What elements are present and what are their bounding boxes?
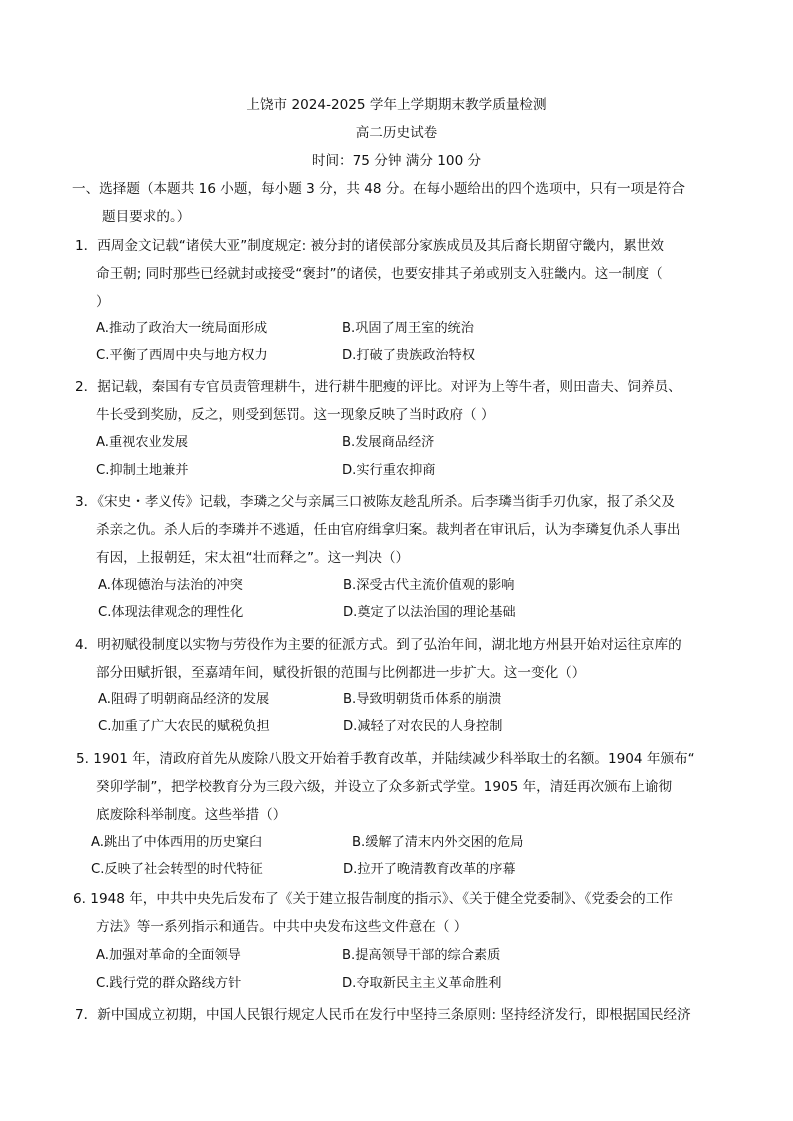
option-c[interactable]: C.反映了社会转型的时代特征 (91, 862, 263, 877)
question-text: 6. 1948 年，中共中央先后发布了《关于建立报告制度的指示》、《关于健全党委制》、《党委会的工作 (73, 891, 673, 907)
option-b[interactable]: B.导致明朝货币体系的崩溃 (343, 692, 502, 707)
question-text: 杀亲之仇。杀人后的李璘并不逃遁，任由官府缉拿归案。裁判者在审讯后，认为李璘复仇杀人事出 (96, 522, 681, 538)
option-a[interactable]: A.加强对革命的全面领导 (96, 948, 241, 963)
option-d[interactable]: D.拉开了晚清教育改革的序幕 (343, 862, 516, 877)
option-b[interactable]: B.提高领导干部的综合素质 (342, 948, 501, 963)
section-heading: 一、选择题（本题共 16 小题，每小题 3 分，共 48 分。在每小题给出的四个选项中，只有一项是符合 (72, 181, 685, 197)
question-text: 5. 1901 年，清政府首先从废除八股文开始着手教育改革，并陆续减少科举取士的名额。1904 年颁布“ (76, 751, 695, 767)
question-text: 7．新中国成立初期，中国人民银行规定人民币在发行中坚持三条原则: 坚持经济发行，即根据国民经济 (75, 1007, 691, 1023)
option-b[interactable]: B.深受古代主流价值观的影响 (343, 578, 515, 593)
option-c[interactable]: C.体现法律观念的理性化 (98, 605, 244, 620)
option-c[interactable]: C.加重了广大农民的赋税负担 (98, 719, 270, 734)
option-c[interactable]: C.平衡了西周中央与地方权力 (96, 348, 268, 363)
option-a[interactable]: A.体现德治与法治的冲突 (98, 578, 243, 593)
option-a[interactable]: A.阻碍了明朝商品经济的发展 (98, 692, 270, 707)
option-d[interactable]: D.奠定了以法治国的理论基础 (343, 605, 516, 620)
exam-time-info: 时间：75 分钟 满分 100 分 (311, 153, 482, 169)
option-d[interactable]: D.实行重农抑商 (342, 463, 436, 478)
question-text: 2．据记载，秦国有专官员责管理耕牛，进行耕牛肥瘦的评比。对评为上等牛者，则田啬夫、饲养员、 (75, 379, 682, 395)
option-d[interactable]: D.打破了贵族政治特权 (342, 348, 476, 363)
question-text: 部分田赋折银，至嘉靖年间，赋役折银的范围与比例都进一步扩大。这一变化（） (96, 665, 586, 681)
option-b[interactable]: B.发展商品经济 (342, 435, 435, 450)
option-b[interactable]: B.巩固了周王室的统治 (342, 321, 474, 336)
section-heading-cont: 题目要求的。） (102, 209, 191, 225)
question-text: ） (96, 294, 110, 310)
option-c[interactable]: C.践行党的群众路线方针 (96, 976, 242, 991)
option-b[interactable]: B.缓解了清末内外交困的危局 (352, 835, 524, 850)
exam-subtitle: 高二历史试卷 (355, 125, 438, 141)
option-a[interactable]: A.推动了政治大一统局面形成 (96, 321, 268, 336)
option-d[interactable]: D.减轻了对农民的人身控制 (343, 719, 503, 734)
question-text: 癸卯学制”，把学校教育分为三段六级，并设立了众多新式学堂。1905 年，清廷再次颁布上谕彻 (96, 779, 673, 795)
question-text: 1．西周金文记载“诸侯大亚”制度规定: 被分封的诸侯部分家族成员及其后裔长期留守畿内，累世效 (75, 238, 664, 254)
question-text: 命王朝; 同时那些已经就封或接受“褒封”的诸侯，也要安排其子弟或别支入驻畿内。这一制度（ (96, 266, 663, 282)
option-c[interactable]: C.抑制土地兼并 (96, 463, 189, 478)
question-text: 底废除科举制度。这些举措（） (96, 807, 287, 823)
option-a[interactable]: A.跳出了中体西用的历史窠臼 (91, 835, 263, 850)
question-text: 4．明初赋役制度以实物与劳役作为主要的征派方式。到了弘治年间，湖北地方州县开始对运往京库的 (75, 637, 682, 653)
exam-title: 上饶市 2024-2025 学年上学期期末教学质量检测 (246, 97, 547, 113)
question-text: 3．《宋史・孝义传》记载，李璘之父与亲属三口被陈友趁乱所杀。后李璘当街手刃仇家，报了杀父及 (75, 494, 675, 510)
option-d[interactable]: D.夺取新民主主义革命胜利 (342, 976, 502, 991)
question-text: 牛长受到奖励，反之，则受到惩罚。这一现象反映了当时政府（ ） (96, 407, 495, 423)
question-text: 有因，上报朝廷，宋太祖“壮而释之”。这一判决（） (96, 550, 410, 566)
option-a[interactable]: A.重视农业发展 (96, 435, 189, 450)
question-text: 方法》等一系列指示和通告。中共中央发布这些文件意在（ ） (96, 919, 468, 935)
